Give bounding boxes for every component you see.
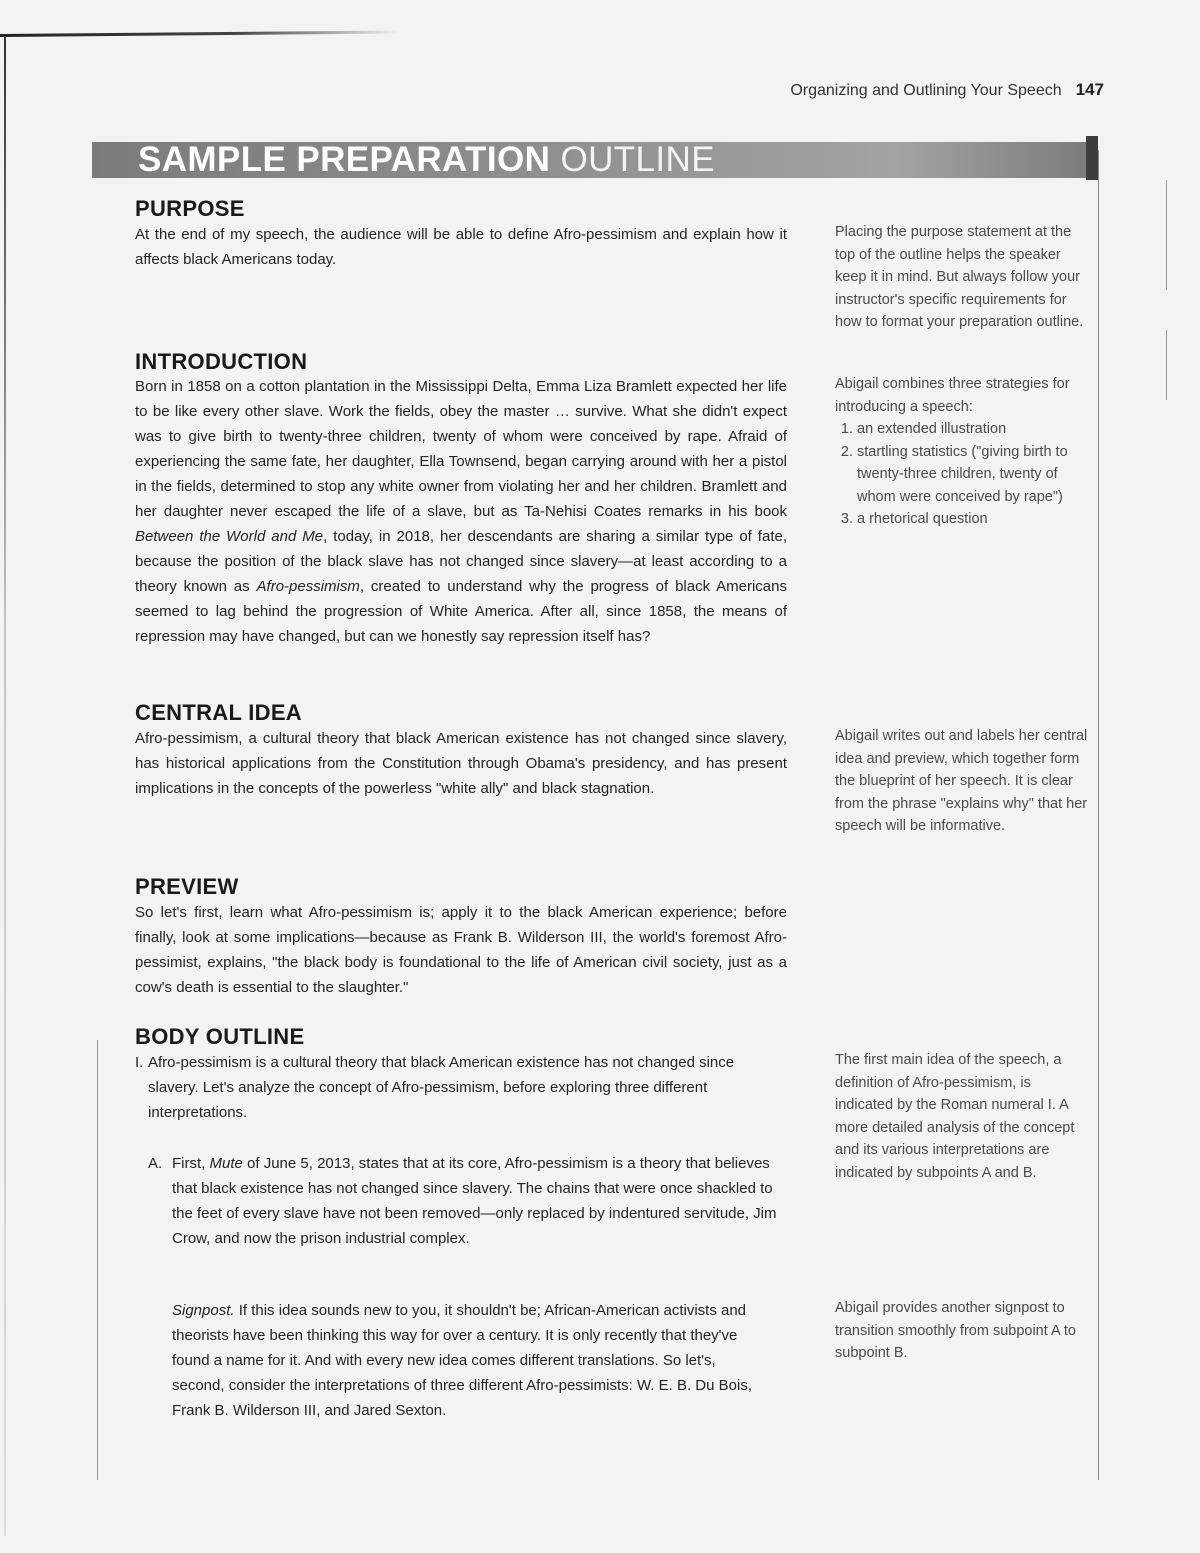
margin-note-intro-lead: Abigail combines three strategies for introducing a speech: <box>835 376 1070 415</box>
margin-rule-left <box>97 1040 98 1480</box>
margin-note-intro-list <box>835 418 1090 531</box>
subpoint-a-text-1: First, <box>172 1155 210 1172</box>
purpose-heading: PURPOSE <box>135 196 245 221</box>
banner-title-bold: SAMPLE PREPARATION <box>138 140 551 179</box>
main-point-1 <box>135 1050 775 1125</box>
section-banner-cap <box>1086 136 1098 180</box>
banner-title-light: OUTLINE <box>560 140 715 179</box>
intro-text-part-3: , created to understand why the progress of black Americans seemed to lag behind the progression of White America. After all, since 1858, the means of repression may have changed, but can we honestly say repression itself has? <box>135 578 787 645</box>
central-idea-text: Afro-pessimism, a cultural theory that black American existence has not changed since slavery, has historical applications from the Constitution through Obama's presidency, and has present implications in the concepts of the powerless "white ally" and black stagnation. <box>135 730 787 797</box>
margin-note-body: The first main idea of the speech, a definition of Afro-pessimism, is indicated by the Roman numeral I. A more detailed analysis of the concept and its various interpretations are indicated by subpoints A and B. <box>835 1052 1075 1181</box>
book-title: Between the World and Me <box>135 528 324 545</box>
preview-heading: PREVIEW <box>135 874 239 899</box>
margin-note-signpost: Abigail provides another signpost to transition smoothly from subpoint A to subpoint B. <box>835 1300 1076 1361</box>
margin-note-introduction <box>835 373 1090 531</box>
margin-note-intro-item: 3. a rhetorical question <box>857 508 1090 531</box>
introduction-text <box>135 374 787 649</box>
running-head <box>790 80 1104 100</box>
margin-rule-outer <box>1166 180 1167 290</box>
preview-text: So let's first, learn what Afro-pessimism is; apply it to the black American experience; before finally, look at some implications—because as Frank B. Wilderson III, the world's foremost Afro-pessimist, explains, "the black body is foundational to the life of American civil society, just as a cow's death is essential to the slaughter." <box>135 904 787 996</box>
margin-note-intro-item: 2. startling statistics ("giving birth to twenty-three children, twenty of whom were conceived by rape") <box>857 441 1090 509</box>
margin-rule <box>1098 150 1099 1480</box>
signpost-text: If this idea sounds new to you, it shouldn't be; African-American activists and theorists have been thinking this way for over a century. It is only recently that they've found a name for it. And with every new idea comes different translations. So let's, second, consider the interpretations of three different Afro-pessimists: W. E. B. Du Bois, Frank B. Wilderson III, and Jared Sexton. <box>172 1302 752 1419</box>
page-number: 147 <box>1075 80 1104 99</box>
purpose-text: At the end of my speech, the audience will be able to define Afro-pessimism and explain how it affects black Americans today. <box>135 226 787 268</box>
central-idea-heading: CENTRAL IDEA <box>135 700 302 725</box>
intro-text-part-1: Born in 1858 on a cotton plantation in the Mississippi Delta, Emma Liza Bramlett expected her life to be like every other slave. Work the fields, obey the master … survive. What she didn't expect was to give birth to twenty-three children, twenty of whom were conceived by rape. Afraid of experiencing the same fate, her daughter, Ella Townsend, began carrying around with her a pistol in the fields, determined to stop any white owner from violating her and her children. Bramlett and her daughter never escaped the life of a slave, but as Ta-Nehisi Coates remarks in his book <box>135 378 787 520</box>
margin-note-intro-item: 1. an extended illustration <box>857 418 1090 441</box>
running-head-title: Organizing and Outlining Your Speech <box>790 82 1062 99</box>
margin-rule-outer <box>1166 330 1167 400</box>
signpost-label: Signpost. <box>172 1302 235 1319</box>
subpoint-a <box>148 1151 780 1251</box>
main-point-1-text: Afro-pessimism is a cultural theory that black American existence has not changed since slavery. Let's analyze the concept of Afro-pessimism, before exploring three different interpretations. <box>148 1054 735 1121</box>
main-point-1-marker: I. <box>135 1054 144 1071</box>
margin-note-central-idea: Abigail writes out and labels her central idea and preview, which together form the blueprint of her speech. It is clear from the phrase "explains why" that her speech will be informative. <box>835 728 1088 834</box>
body-outline-heading: BODY OUTLINE <box>135 1024 305 1049</box>
subpoint-a-text-2: of June 5, 2013, states that at its core, Afro-pessimism is a theory that believes that black existence has not changed since slavery. The chains that were once shackled to the feet of every slave have not been removed—only replaced by indentured servitude, Jim Crow, and now the prison industrial complex. <box>172 1155 777 1247</box>
scan-edge-left <box>4 36 6 1536</box>
introduction-heading: INTRODUCTION <box>135 349 308 374</box>
signpost <box>172 1298 754 1423</box>
margin-note-purpose: Placing the purpose statement at the top of the outline helps the speaker keep it in mind. But always follow your instructor's specific requirements for how to format your preparation outline. <box>835 224 1084 330</box>
banner-title <box>138 140 715 180</box>
term-afro-pessimism: Afro-pessimism <box>256 578 360 595</box>
subpoint-a-marker: A. <box>148 1155 163 1172</box>
scan-edge-top <box>0 31 400 37</box>
intro-text-part-2: , today, in 2018, her descendants are sharing a similar type of fate, because the position of the black slave has not changed since slavery—at least according to a theory known as <box>135 528 787 595</box>
subpoint-a-text <box>148 1151 780 1251</box>
source-mute: Mute <box>209 1155 243 1172</box>
